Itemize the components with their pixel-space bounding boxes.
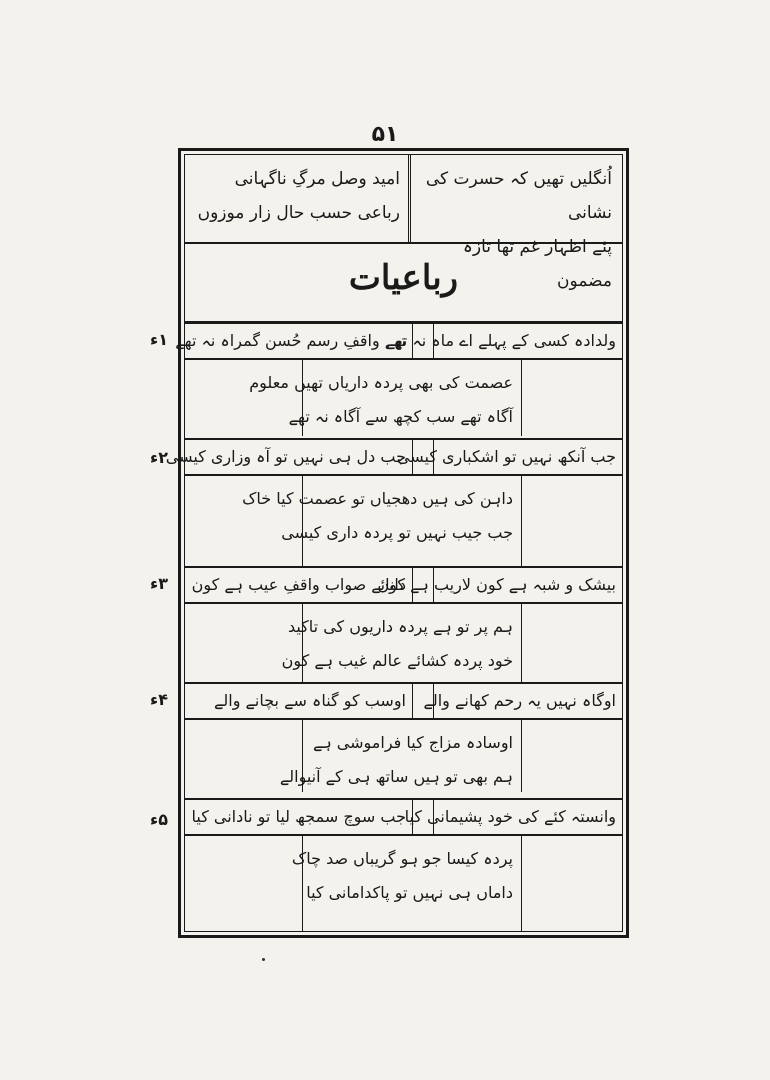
couplet-box: [281, 604, 522, 684]
hemistich-left: اوسب کو گناہ سے بچانے والے: [214, 691, 406, 710]
couplet-line: اوسادہ مزاج کیا فراموشی ہے: [312, 733, 513, 752]
rubai-first-line: [184, 566, 623, 604]
hemistich-right: بیشک و شبہ ہے کون لاریب ہے کون: [377, 575, 616, 594]
rubai-number: ۵ء: [150, 810, 168, 829]
couplet-line: ہم بھی تو ہیں ساتھ ہی کے آنیوالے: [279, 767, 513, 786]
rubai-couplet: [184, 836, 623, 932]
hemistich-right: وانستہ کئے کی خود پشیمانی کیا: [404, 807, 616, 826]
page-number: ۵۱: [371, 122, 399, 147]
couplet-line: آگاہ تھے سب کچھ سے آگاہ نہ تھے: [288, 407, 513, 426]
rubai-first-line: [184, 798, 623, 836]
couplet-line: پردہ کیسا جو ہو گریباں صد چاک: [291, 849, 513, 868]
hemistich-left: تھے واقفِ رسم حُسن گمراہ نہ تھے: [175, 331, 406, 350]
hemistich-left: دانائے صواب واقفِ عیب ہے کون: [191, 575, 406, 594]
intro-column-divider: [408, 154, 411, 242]
couplet-line: ہم پر تو ہے پردہ داریوں کی تاکید: [287, 617, 513, 636]
rubai-number: ۳ء: [150, 574, 168, 593]
paper-speck: [262, 958, 265, 961]
section-title: رباعیات: [348, 258, 459, 298]
hemistich-separator: [412, 800, 434, 834]
rubai-first-line: [165, 438, 623, 476]
rubai-number: ۴ء: [150, 690, 168, 709]
hemistich-separator: [412, 568, 434, 602]
couplet-box: [279, 720, 522, 792]
rubai-couplet: [184, 360, 623, 436]
hemistich-right: جب آنکھ نہیں تو اشکباری کیسی: [396, 447, 616, 466]
intro-left-line: رباعی حسب حال زار موزوں: [197, 203, 400, 223]
couplet-line: خود پردہ کشائے عالم غیب ہے کون: [281, 651, 513, 670]
intro-right-column: [412, 154, 620, 291]
intro-left-column: [184, 154, 408, 242]
rubai-first-line: [175, 322, 623, 360]
hemistich-separator: [412, 324, 434, 358]
rubai-couplet: [184, 476, 623, 566]
couplet-box: [242, 476, 522, 566]
hemistich-right: ولدادہ کسی کے پہلے اے ماہ نہ تھے: [386, 331, 616, 350]
hemistich-separator: [412, 440, 434, 474]
couplet-box: [291, 836, 522, 932]
hemistich-left: جب دل ہی نہیں تو آہ وزاری کیسی: [165, 447, 406, 466]
section-title-row: [184, 244, 623, 322]
couplet-line: داماں ہی نہیں تو پاکدامانی کیا: [306, 883, 513, 902]
couplet-line: جب جیب نہیں تو پردہ داری کیسی: [281, 523, 513, 542]
intro-left-line: امید وصل مرگِ ناگہانی: [234, 169, 400, 189]
rubai-couplet: [184, 604, 623, 684]
intro-right-line: اُنگلیں تھیں کہ حسرت کی نشانی: [425, 169, 612, 223]
couplet-box: [249, 360, 522, 436]
hemistich-left: جب سوچ سمجھ لیا تو نادانی کیا: [191, 807, 406, 826]
rubai-first-line: [184, 682, 623, 720]
hemistich-right: اوگاہ نہیں یہ رحم کھانے والے: [423, 691, 616, 710]
rubai-number: ۱ء: [150, 330, 168, 349]
couplet-line: عصمت کی بھی پردہ داریاں تھیں معلوم: [249, 373, 513, 392]
hemistich-separator: [412, 684, 434, 718]
rubai-couplet: [184, 720, 623, 792]
rubai-number: ۲ء: [150, 448, 168, 467]
intro-right-line: پئے اظہار غم تھا تازہ مضمون: [462, 237, 612, 291]
couplet-line: داہن کی ہیں دھجیاں تو عصمت کیا خاک: [242, 489, 513, 508]
